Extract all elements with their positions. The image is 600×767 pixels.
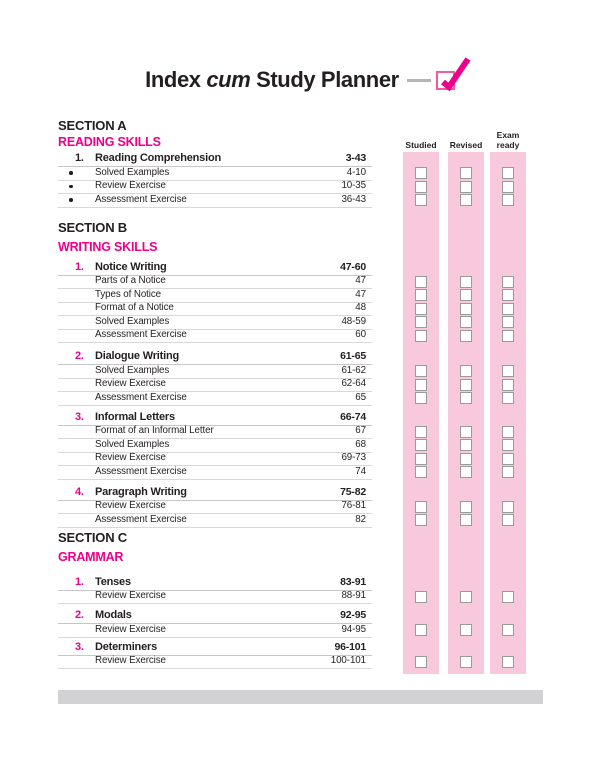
revised-checkbox[interactable] <box>460 289 472 301</box>
title-check-icon <box>436 71 455 90</box>
studied-checkbox[interactable] <box>415 466 427 478</box>
chapter-number: 1. <box>75 260 84 273</box>
chapter-row-determiners <box>58 641 372 656</box>
title-word-index: Index <box>145 67 207 92</box>
subitem-row <box>58 303 372 317</box>
chapter-number: 4. <box>75 485 84 498</box>
exam-ready-checkbox[interactable] <box>502 365 514 377</box>
studied-checkbox[interactable] <box>415 181 427 193</box>
subitem-pages: 60 <box>355 329 366 340</box>
page-title-text <box>145 67 399 93</box>
exam-ready-checkbox[interactable] <box>502 167 514 179</box>
subitem-label: Assessment Exercise <box>95 465 187 477</box>
chapter-row-notice-writing <box>58 261 372 276</box>
chapter-title: Tenses <box>95 575 131 588</box>
subitem-row <box>58 466 372 480</box>
chapter-number: 2. <box>75 350 84 362</box>
subitem-label: Assessment Exercise <box>95 513 187 525</box>
subitem-row <box>58 194 372 208</box>
subitem-pages: 94-95 <box>341 623 366 635</box>
exam-ready-checkbox[interactable] <box>502 276 514 288</box>
subitem-row <box>58 426 372 440</box>
chapter-pages: 3-43 <box>345 152 366 164</box>
bullet-icon <box>69 171 73 175</box>
chapter-title: Modals <box>95 609 132 621</box>
chapter-pages: 96-101 <box>334 640 366 653</box>
chapter-number: 1. <box>75 575 84 588</box>
section-heading-c: SECTION C <box>58 529 127 545</box>
chapter-row-informal-letters <box>58 411 372 426</box>
subitem-row <box>58 276 372 290</box>
subitem-label: Review Exercise <box>95 378 166 389</box>
subitem-row <box>58 181 372 195</box>
column-header-revised: Revised <box>449 139 483 150</box>
studied-checkbox[interactable] <box>415 624 427 636</box>
studied-checkbox[interactable] <box>415 656 427 668</box>
planner-content <box>58 113 544 669</box>
revised-checkbox[interactable] <box>460 466 472 478</box>
exam-ready-checkbox[interactable] <box>502 453 514 465</box>
studied-checkbox[interactable] <box>415 453 427 465</box>
studied-checkbox[interactable] <box>415 303 427 315</box>
chapter-pages: 61-65 <box>340 350 366 362</box>
revised-checkbox[interactable] <box>460 316 472 328</box>
exam-ready-checkbox[interactable] <box>502 466 514 478</box>
subitem-pages: 47 <box>355 275 366 286</box>
chapter-title: Notice Writing <box>95 260 167 273</box>
subitem-label: Format of a Notice <box>95 302 174 313</box>
subitem-label: Review Exercise <box>95 623 166 635</box>
subitem-row <box>58 501 372 515</box>
subitem-label: Assessment Exercise <box>95 391 187 403</box>
revised-checkbox[interactable] <box>460 303 472 315</box>
studied-checkbox[interactable] <box>415 439 427 451</box>
studied-checkbox[interactable] <box>415 365 427 377</box>
chapter-pages: 92-95 <box>340 609 366 621</box>
subitem-label: Review Exercise <box>95 180 166 191</box>
exam-ready-checkbox[interactable] <box>502 289 514 301</box>
subitem-pages: 82 <box>355 513 366 525</box>
revised-checkbox[interactable] <box>460 501 472 513</box>
exam-ready-checkbox[interactable] <box>502 194 514 206</box>
chapter-row-tenses <box>58 576 372 591</box>
subject-heading-grammar: GRAMMAR <box>58 549 124 564</box>
chapter-row-dialogue-writing <box>58 350 372 365</box>
chapter-row-paragraph-writing <box>58 486 372 501</box>
subitem-label: Assessment Exercise <box>95 193 187 205</box>
exam-ready-checkbox[interactable] <box>502 426 514 438</box>
studied-checkbox[interactable] <box>415 591 427 603</box>
exam-ready-checkbox[interactable] <box>502 656 514 668</box>
subitem-label: Format of an Informal Letter <box>95 425 214 436</box>
studied-checkbox[interactable] <box>415 426 427 438</box>
subitem-pages: 48 <box>355 302 366 313</box>
subitem-label: Types of Notice <box>95 288 162 300</box>
studied-checkbox[interactable] <box>415 392 427 404</box>
chapter-title: Determiners <box>95 640 157 653</box>
revised-checkbox[interactable] <box>460 167 472 179</box>
studied-checkbox[interactable] <box>415 514 427 526</box>
subitem-pages: 10-35 <box>341 180 366 191</box>
subitem-row <box>58 514 372 528</box>
studied-checkbox[interactable] <box>415 330 427 342</box>
subitem-pages: 68 <box>355 438 366 450</box>
title-word-cum: cum <box>206 67 251 92</box>
revised-checkbox[interactable] <box>460 194 472 206</box>
exam-ready-checkbox[interactable] <box>502 514 514 526</box>
title-dash <box>407 79 431 82</box>
subitem-row <box>58 365 372 379</box>
chapter-row-modals <box>58 609 372 624</box>
revised-checkbox[interactable] <box>460 181 472 193</box>
chapter-pages: 66-74 <box>340 410 366 423</box>
revised-checkbox[interactable] <box>460 392 472 404</box>
exam-ready-checkbox[interactable] <box>502 392 514 404</box>
subitem-label: Review Exercise <box>95 590 166 601</box>
subitem-label: Solved Examples <box>95 315 170 327</box>
exam-ready-checkbox[interactable] <box>502 591 514 603</box>
exam-ready-checkbox[interactable] <box>502 316 514 328</box>
subitem-label: Solved Examples <box>95 364 170 376</box>
subitem-pages: 76-81 <box>341 500 366 511</box>
subitem-row <box>58 316 372 330</box>
studied-checkbox[interactable] <box>415 194 427 206</box>
subitem-pages: 69-73 <box>341 452 366 463</box>
exam-ready-checkbox[interactable] <box>502 181 514 193</box>
revised-checkbox[interactable] <box>460 591 472 603</box>
subitem-row <box>58 392 372 406</box>
revised-checkbox[interactable] <box>460 276 472 288</box>
column-header-exam-ready: Exam ready <box>496 130 520 150</box>
chapter-number: 1. <box>75 152 84 164</box>
title-words-study-planner: Study Planner <box>250 67 399 92</box>
chapter-title: Dialogue Writing <box>95 350 179 362</box>
column-header-studied: Studied <box>405 139 437 150</box>
subject-heading-reading-skills: READING SKILLS <box>58 135 161 149</box>
bullet-icon <box>69 185 73 189</box>
subitem-pages: 61-62 <box>341 364 366 376</box>
studied-checkbox[interactable] <box>415 167 427 179</box>
subitem-row <box>58 439 372 453</box>
chapter-title: Informal Letters <box>95 410 175 423</box>
subitem-row <box>58 289 372 303</box>
exam-ready-checkbox[interactable] <box>502 303 514 315</box>
subitem-pages: 67 <box>355 425 366 436</box>
section-heading-b: SECTION B <box>58 219 127 235</box>
revised-checkbox[interactable] <box>460 330 472 342</box>
subitem-pages: 48-59 <box>341 315 366 327</box>
exam-ready-checkbox[interactable] <box>502 330 514 342</box>
subitem-label: Review Exercise <box>95 655 166 666</box>
subitem-row <box>58 624 372 638</box>
subitem-row <box>58 330 372 344</box>
subitem-pages: 100-101 <box>330 655 366 666</box>
chapter-number: 3. <box>75 410 84 423</box>
exam-ready-checkbox[interactable] <box>502 624 514 636</box>
subitem-pages: 4-10 <box>346 166 366 178</box>
chapter-pages: 83-91 <box>340 575 366 588</box>
chapter-title: Paragraph Writing <box>95 485 187 498</box>
studied-checkbox[interactable] <box>415 276 427 288</box>
subject-heading-writing-skills: WRITING SKILLS <box>58 239 158 254</box>
chapter-number: 2. <box>75 609 84 621</box>
subitem-row <box>58 656 372 670</box>
section-heading-a: SECTION A <box>58 118 127 133</box>
subitem-row <box>58 379 372 393</box>
subitem-label: Assessment Exercise <box>95 329 187 340</box>
subitem-label: Review Exercise <box>95 452 166 463</box>
subitem-pages: 62-64 <box>341 378 366 389</box>
revised-checkbox[interactable] <box>460 514 472 526</box>
revised-checkbox[interactable] <box>460 426 472 438</box>
chapter-pages: 75-82 <box>340 485 366 498</box>
revised-checkbox[interactable] <box>460 365 472 377</box>
bullet-icon <box>69 198 73 202</box>
subitem-row <box>58 167 372 181</box>
revised-checkbox[interactable] <box>460 453 472 465</box>
subitem-pages: 88-91 <box>341 590 366 601</box>
subitem-row <box>58 453 372 467</box>
studied-checkbox[interactable] <box>415 316 427 328</box>
revised-checkbox[interactable] <box>460 656 472 668</box>
footer-bar <box>58 690 543 704</box>
revised-checkbox[interactable] <box>460 624 472 636</box>
chapter-title: Reading Comprehension <box>95 152 221 164</box>
exam-ready-checkbox[interactable] <box>502 379 514 391</box>
chapter-row-reading-comprehension <box>58 152 372 167</box>
studied-checkbox[interactable] <box>415 379 427 391</box>
subitem-pages: 65 <box>355 391 366 403</box>
revised-checkbox[interactable] <box>460 439 472 451</box>
subitem-label: Parts of a Notice <box>95 275 166 286</box>
page-title <box>0 63 600 97</box>
revised-checkbox[interactable] <box>460 379 472 391</box>
subitem-row <box>58 591 372 605</box>
chapter-number: 3. <box>75 640 84 653</box>
subitem-label: Review Exercise <box>95 500 166 511</box>
subitem-pages: 36-43 <box>341 193 366 205</box>
subitem-pages: 74 <box>355 465 366 477</box>
chapter-pages: 47-60 <box>340 260 366 273</box>
subitem-pages: 47 <box>355 288 366 300</box>
subitem-label: Solved Examples <box>95 438 170 450</box>
subitem-label: Solved Examples <box>95 166 170 178</box>
studied-checkbox[interactable] <box>415 501 427 513</box>
exam-ready-checkbox[interactable] <box>502 439 514 451</box>
exam-ready-checkbox[interactable] <box>502 501 514 513</box>
studied-checkbox[interactable] <box>415 289 427 301</box>
